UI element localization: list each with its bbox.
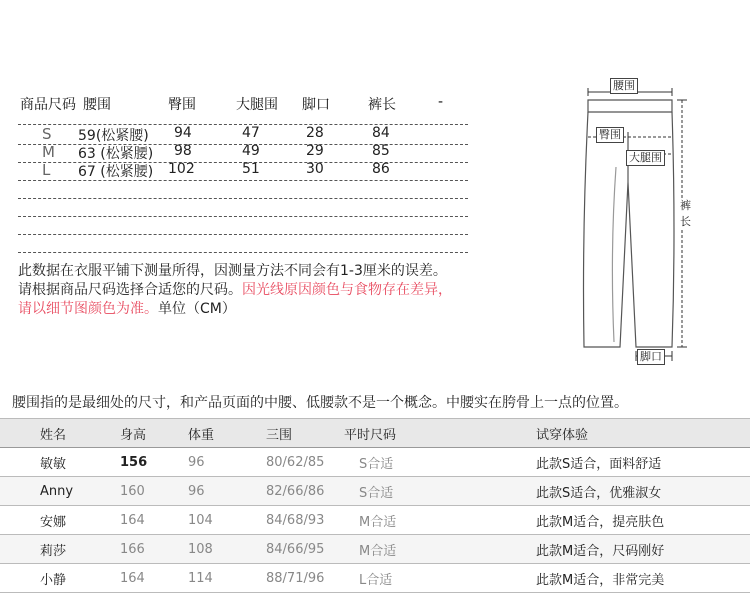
note-line-2 [18, 281, 538, 300]
name-cell: Anny [0, 477, 119, 506]
weight-cell: 96 [187, 448, 265, 477]
table-row [0, 448, 750, 477]
length-cell: 85 [372, 143, 390, 159]
weight-cell: 104 [187, 506, 265, 535]
size-chart-header [18, 92, 468, 114]
table-row [0, 564, 750, 593]
size-cell: S [42, 125, 52, 143]
note-line-3-black: 单位（CM） [158, 301, 236, 317]
diagram-label-length [680, 198, 691, 230]
height-cell: 160 [119, 477, 187, 506]
hem-cell: 30 [306, 161, 324, 177]
diagram-label-thigh: 大腿围 [626, 150, 665, 166]
experience-cell: 此款S适合，面料舒适 [535, 448, 750, 477]
experience-cell: 此款M适合，尺码刚好 [535, 535, 750, 564]
height-cell: 164 [119, 506, 187, 535]
usual-size-cell: M合适 [343, 535, 535, 564]
waist-cell: 67 (松紧腰) [78, 164, 154, 180]
measurements-cell: 80/62/85 [265, 448, 343, 477]
hip-cell: 94 [174, 125, 192, 141]
header-usual-size: 平时尺码 [343, 419, 535, 448]
divider [18, 216, 468, 217]
size-row-m [18, 143, 468, 161]
header-length: 裤长 [368, 97, 396, 113]
measurements-cell: 88/71/96 [265, 564, 343, 593]
thigh-cell: 47 [242, 125, 260, 141]
header-weight: 体重 [187, 419, 265, 448]
divider [18, 198, 468, 199]
note-line-1: 此数据在衣服平铺下测量所得，因测量方法不同会有1-3厘米的误差。 [18, 263, 447, 279]
note-line-2-red: 因光线原因颜色与食物存在差异， [242, 282, 452, 298]
diagram-label-hip: 臀围 [596, 127, 624, 143]
usual-size-cell: S合适 [343, 448, 535, 477]
thigh-cell: 51 [242, 161, 260, 177]
height-cell: 156 [119, 448, 187, 477]
header-name: 姓名 [0, 419, 119, 448]
height-cell: 166 [119, 535, 187, 564]
table-row [0, 506, 750, 535]
header-hem: 脚口 [302, 97, 330, 113]
hem-cell: 29 [306, 143, 324, 159]
table-row [0, 535, 750, 564]
waist-definition: 腰围指的是最细处的尺寸，和产品页面的中腰、低腰款不是一个概念。中腰实在胯骨上一点的位置。 [12, 395, 628, 411]
name-cell: 安娜 [0, 506, 119, 535]
usual-size-cell: S合适 [343, 477, 535, 506]
length-cell: 86 [372, 161, 390, 177]
experience-cell: 此款M适合，非常完美 [535, 564, 750, 593]
height-cell: 164 [119, 564, 187, 593]
table-row [0, 477, 750, 506]
pants-diagram [570, 72, 750, 372]
name-cell: 敏敏 [0, 448, 119, 477]
name-cell: 莉莎 [0, 535, 119, 564]
diagram-label-waist: 腰围 [610, 78, 638, 94]
header-measurements: 三围 [265, 419, 343, 448]
divider [18, 234, 468, 235]
size-cell: M [42, 143, 55, 161]
waist-cell: 63 (松紧腰) [78, 146, 154, 162]
measurements-cell: 84/66/95 [265, 535, 343, 564]
measurements-cell: 84/68/93 [265, 506, 343, 535]
header-dash: - [438, 94, 444, 110]
size-row-s [18, 125, 468, 143]
hip-cell: 102 [168, 161, 195, 177]
pants-outline-icon [570, 72, 750, 372]
header-hip: 臀围 [168, 97, 196, 113]
size-cell: L [42, 161, 51, 179]
fit-table [0, 418, 750, 593]
thigh-cell: 49 [242, 143, 260, 159]
measurement-note [18, 262, 538, 319]
experience-cell: 此款M适合，提亮肤色 [535, 506, 750, 535]
hip-cell: 98 [174, 143, 192, 159]
weight-cell: 108 [187, 535, 265, 564]
header-size: 商品尺码 [20, 97, 76, 113]
note-line-3 [18, 300, 538, 319]
length-cell: 84 [372, 125, 390, 141]
size-row-l [18, 161, 468, 179]
weight-cell: 114 [187, 564, 265, 593]
length-char-2: 长 [680, 215, 691, 228]
weight-cell: 96 [187, 477, 265, 506]
note-line-3-red: 请以细节图颜色为准。 [18, 301, 158, 317]
hem-cell: 28 [306, 125, 324, 141]
waist-cell: 59(松紧腰) [78, 128, 149, 144]
header-waist: 腰围 [83, 97, 111, 113]
header-height: 身高 [119, 419, 187, 448]
size-chart [18, 92, 468, 114]
note-line-2-black: 请根据商品尺码选择合适您的尺码。 [18, 282, 242, 298]
divider [18, 252, 468, 253]
experience-cell: 此款S适合，优雅淑女 [535, 477, 750, 506]
usual-size-cell: L合适 [343, 564, 535, 593]
diagram-label-hem: 脚口 [637, 349, 665, 365]
header-thigh: 大腿围 [236, 97, 278, 113]
header-experience: 试穿体验 [535, 419, 750, 448]
fit-table-header [0, 419, 750, 448]
size-chart-body [18, 125, 468, 179]
measurements-cell: 82/66/86 [265, 477, 343, 506]
length-char-1: 裤 [680, 199, 691, 212]
usual-size-cell: M合适 [343, 506, 535, 535]
name-cell: 小静 [0, 564, 119, 593]
